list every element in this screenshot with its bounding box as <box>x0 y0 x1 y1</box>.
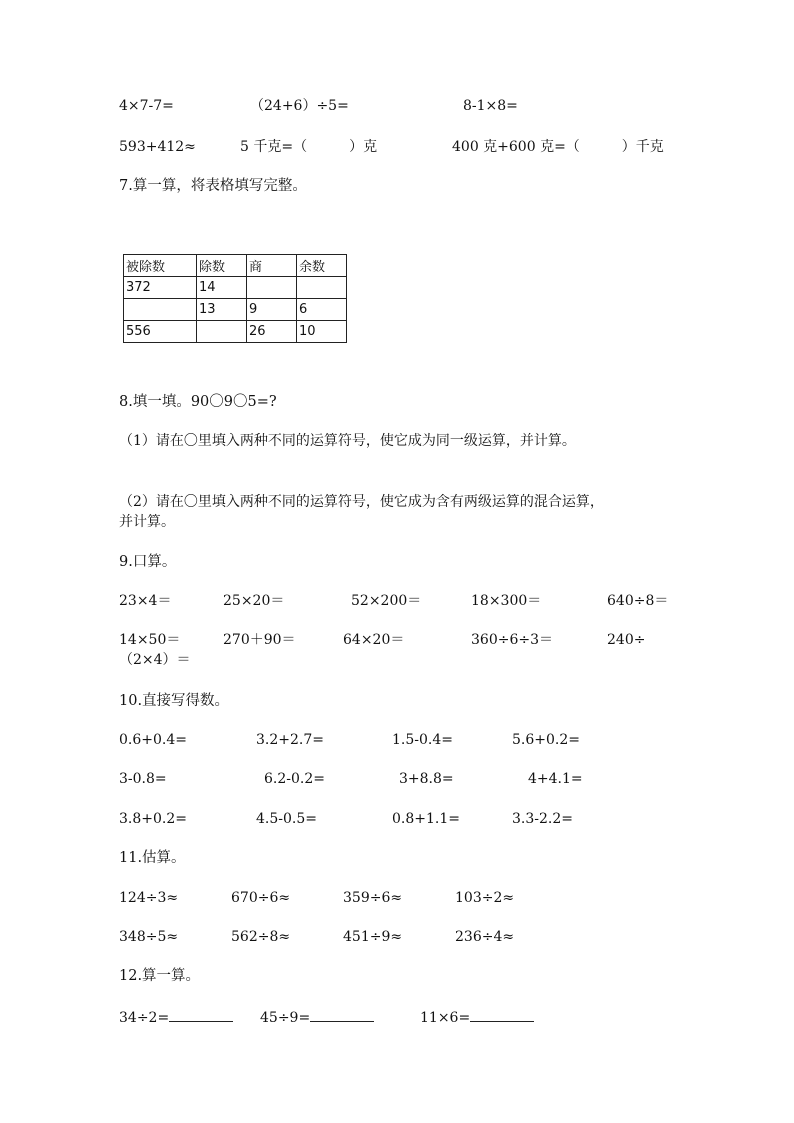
problem-text: 64×20＝ <box>343 632 405 648</box>
problem-text: 562÷8≈ <box>231 929 291 945</box>
table-cell <box>124 299 197 321</box>
table-row <box>124 277 347 299</box>
problem-text: 14×50＝ <box>119 632 181 648</box>
problem-text: 3.8+0.2= <box>119 811 187 827</box>
problem-text: 4×7-7= <box>119 98 174 114</box>
paragraph: （2）请在〇里填入两种不同的运算符号，使它成为含有两级运算的混合运算， <box>119 494 604 510</box>
problem-text: 3-0.8= <box>119 771 167 787</box>
table-row <box>124 321 347 343</box>
problem-text: 0.6+0.4= <box>119 732 187 748</box>
question-title: 10.直接写得数。 <box>119 693 230 709</box>
table-header-row <box>124 255 347 277</box>
problem-text: 359÷6≈ <box>343 890 403 906</box>
table-cell: 372 <box>124 277 197 299</box>
problem-text: 6.2-0.2= <box>264 771 325 787</box>
problem-text: 3.3-2.2= <box>512 811 573 827</box>
problem-text: 3.2+2.7= <box>256 732 324 748</box>
question-title: 12.算一算。 <box>119 968 201 984</box>
problem-text: 34÷2= <box>119 1010 170 1026</box>
problem-text: 3+8.8= <box>399 771 454 787</box>
problem-text: 25×20＝ <box>223 593 285 609</box>
problem-text: （24+6）÷5= <box>250 98 349 114</box>
problem-text: 8-1×8= <box>463 98 518 114</box>
problem-text: 18×300＝ <box>471 593 542 609</box>
problem-text: 5 千克=（ ）克 <box>240 139 378 155</box>
problem-text: 270＋90＝ <box>223 632 296 648</box>
problem-text: 124÷3≈ <box>119 890 179 906</box>
problem-text: 4.5-0.5= <box>256 811 317 827</box>
table-header: 除数 <box>197 255 247 277</box>
problem-text: 400 克+600 克=（ ）千克 <box>452 139 664 155</box>
paragraph: （1）请在〇里填入两种不同的运算符号，使它成为同一级运算，并计算。 <box>119 433 576 449</box>
problem-text: 0.8+1.1= <box>392 811 460 827</box>
problem-text: 5.6+0.2= <box>512 732 580 748</box>
problem-text: （2×4）＝ <box>119 652 191 668</box>
problem-text: 348÷5≈ <box>119 929 179 945</box>
problem-text: 240÷ <box>607 632 646 648</box>
problem-text: 640÷8＝ <box>607 593 669 609</box>
division-table <box>123 254 347 343</box>
problem-text: 593+412≈ <box>119 139 196 155</box>
problem-item <box>119 1007 233 1027</box>
question-title: 11.估算。 <box>119 850 186 866</box>
table-cell <box>197 321 247 343</box>
problem-text: 360÷6÷3＝ <box>471 632 553 648</box>
table-cell: 556 <box>124 321 197 343</box>
problem-item <box>260 1007 374 1027</box>
problem-text: 23×4＝ <box>119 593 172 609</box>
problem-text: 670÷6≈ <box>231 890 291 906</box>
table-cell: 14 <box>197 277 247 299</box>
table-cell: 9 <box>247 299 297 321</box>
table-cell <box>247 277 297 299</box>
problem-text: 45÷9= <box>260 1010 311 1026</box>
problem-item <box>420 1007 534 1027</box>
answer-blank[interactable] <box>470 1007 534 1022</box>
table-row <box>124 299 347 321</box>
problem-text: 236÷4≈ <box>455 929 515 945</box>
table-cell <box>297 277 347 299</box>
paragraph: 并计算。 <box>119 514 175 530</box>
table-cell: 13 <box>197 299 247 321</box>
table-header: 被除数 <box>124 255 197 277</box>
table-cell: 6 <box>297 299 347 321</box>
question-title: 7.算一算，将表格填写完整。 <box>119 178 307 194</box>
answer-blank[interactable] <box>169 1007 233 1022</box>
question-title: 8.填一填。90〇9〇5=? <box>119 394 277 410</box>
question-title: 9.口算。 <box>119 554 177 570</box>
problem-text: 4+4.1= <box>528 771 583 787</box>
table-cell: 26 <box>247 321 297 343</box>
problem-text: 11×6= <box>420 1010 471 1026</box>
problem-text: 103÷2≈ <box>455 890 515 906</box>
table-cell: 10 <box>297 321 347 343</box>
table-header: 余数 <box>297 255 347 277</box>
answer-blank[interactable] <box>310 1007 374 1022</box>
table-header: 商 <box>247 255 297 277</box>
problem-text: 52×200＝ <box>351 593 422 609</box>
problem-text: 1.5-0.4= <box>392 732 453 748</box>
problem-text: 451÷9≈ <box>343 929 403 945</box>
